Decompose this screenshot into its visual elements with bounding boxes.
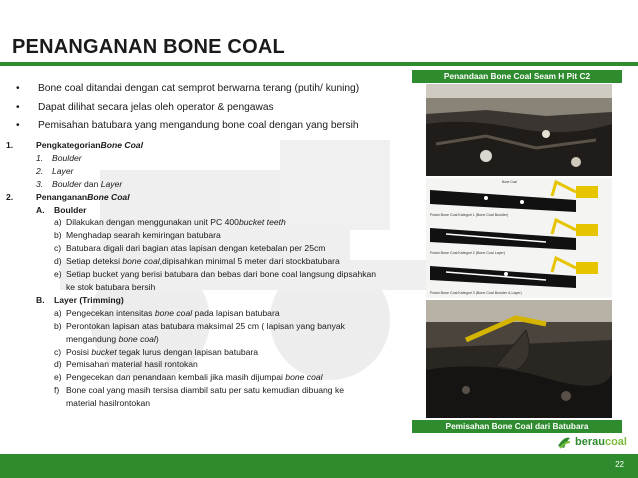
step-item: b) Perontokan lapisan atas batubara maksimal 25 cm ( lapisan yang banyak (54, 320, 345, 331)
bullet-item: • Bone coal ditandai dengan cat semprot berwarna terang (putih/ kuning) (16, 83, 360, 94)
excavator-separation-photo (426, 300, 612, 418)
diagram-caption: Posisi Bone Coal Kategori 3 (Bone Coal Boulder & Layer) (430, 291, 522, 295)
section-2-heading: 2. Penanganan Bone Coal (6, 191, 130, 202)
step-item: a) Pengecekan intensitas bone coal pada lapisan batubara (54, 307, 280, 318)
title-rule (0, 62, 638, 66)
page-number: 22 (615, 460, 624, 469)
footer-bar (0, 454, 638, 478)
diagram-caption: Posisi Bone Coal Kategori 1 (Bone Coal Boulder) (430, 213, 509, 217)
section-1-heading: 1. Pengkategorian Bone Coal (6, 140, 143, 150)
category-item: 2. Layer (36, 165, 74, 176)
diagram-tag: Bone Coal (502, 180, 517, 184)
bottom-photo-label: Pemisahan Bone Coal dari Batubara (412, 420, 622, 433)
berau-coal-logo: beraucoal (556, 434, 627, 450)
procedure-outline (6, 139, 406, 410)
subsection-a-heading: A. Boulder (36, 204, 87, 215)
step-item: d) Pemisahan material hasil rontokan (54, 359, 198, 370)
step-item: a) Dilakukan dengan menggunakan unit PC 400 bucket teeth (54, 217, 286, 228)
bullet-list (16, 80, 359, 136)
subsection-b-heading: B. Layer (Trimming) (36, 294, 124, 305)
step-item: e) Pengecekan dan penandaan kembali jika masih dijumpai bone coal (54, 372, 323, 383)
category-item: 1. Boulder (36, 152, 82, 163)
logo-mark-icon (556, 434, 572, 450)
bullet-item: • Dapat dilihat secara jelas oleh operator & pengawas (16, 101, 274, 113)
coal-seam-photo (426, 84, 612, 176)
step-item-continuation: material hasilrontokan (66, 398, 151, 409)
step-item: f) Bone coal yang masih tersisa diambil satu per satu kemudian dibuang ke (54, 385, 345, 396)
step-item: c) Posisi bucket tegak lurus dengan lapisan batubara (54, 346, 259, 357)
top-photo-label: Penandaan Bone Coal Seam H Pit C2 (412, 70, 622, 83)
step-item: b) Menghadap searah kemiringan batubara (54, 230, 221, 241)
step-item: c) Batubara digali dari bagian atas lapisan dengan ketebalan per 25cm (54, 243, 326, 254)
step-item: e) Setiap bucket yang berisi batubara dan bebas dari bone coal langsung dipsahkan (54, 269, 377, 280)
step-item-continuation: ke stok batubara bersih (66, 281, 156, 292)
step-item: d) Setiap deteksi bone coal ,dipisahkan minimal 5 meter dari stockbatubara (54, 256, 340, 267)
step-item-continuation: mengandung bone coal ) (66, 333, 159, 344)
bone-coal-diagram (426, 178, 612, 298)
bullet-item: • Pemisahan batubara yang mengandung bone coal dengan yang bersih (16, 120, 359, 131)
page-title: PENANGANAN BONE COAL (12, 36, 285, 58)
diagram-caption: Posisi Bone Coal Kategori 2 (Bone Coal Layer) (430, 251, 505, 255)
category-item: 3. Boulder dan Layer (36, 178, 123, 189)
